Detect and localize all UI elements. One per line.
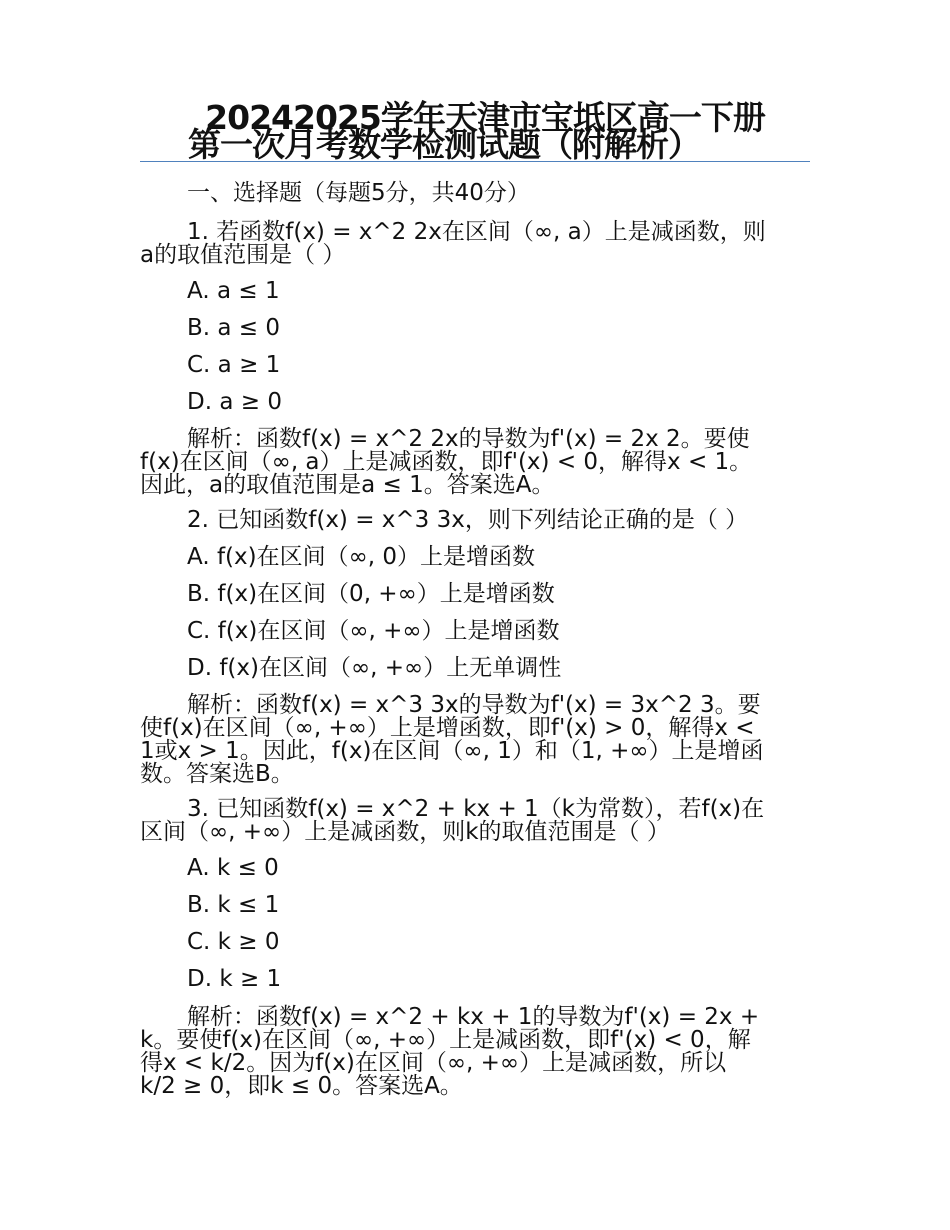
question-1-option-b: B. a ≤ 0 <box>187 315 281 341</box>
question-2-option-b: B. f(x)在区间（0, +∞）上是增函数 <box>187 581 555 607</box>
title-line-2: 第一次月考数学检测试题（附解析） <box>188 125 700 164</box>
question-2-analysis: 解析：函数f(x) = x^3 3x的导数为f'(x) = 3x^2 3。要 使f(x)在区间（∞, +∞）上是增函数，即f'(x) > 0，解得x < 1或x > 1。因此，f(x)在区间（∞, 1）和（1, +∞）上是增函 数。答案选B。 <box>140 692 764 787</box>
question-3-stem: 3. 已知函数f(x) = x^2 + kx + 1（k为常数），若f(x)在 区间（∞, +∞）上是减函数，则k的取值范围是（ ） <box>140 796 765 845</box>
question-2-option-a: A. f(x)在区间（∞, 0）上是增函数 <box>187 544 536 570</box>
question-2-option-c: C. f(x)在区间（∞, +∞）上是增函数 <box>187 618 560 644</box>
question-2-stem: 2. 已知函数f(x) = x^3 3x，则下列结论正确的是（ ） <box>187 507 749 533</box>
question-3-option-c: C. k ≥ 0 <box>187 929 280 955</box>
question-3-option-a: A. k ≤ 0 <box>187 855 279 881</box>
question-1-stem: 1. 若函数f(x) = x^2 2x在区间（∞, a）上是减函数，则 a的取值范围是（ ） <box>140 219 766 268</box>
question-1-option-c: C. a ≥ 1 <box>187 352 281 378</box>
question-2-option-d: D. f(x)在区间（∞, +∞）上无单调性 <box>187 655 562 681</box>
question-1-option-d: D. a ≥ 0 <box>187 389 282 415</box>
title-line-1: 20242025学年天津市宝坻区高一下册 <box>205 98 765 137</box>
question-3-option-b: B. k ≤ 1 <box>187 892 280 918</box>
title-underline <box>140 161 810 162</box>
section-heading: 一、选择题（每题5分，共40分） <box>187 180 530 206</box>
question-1-option-a: A. a ≤ 1 <box>187 278 280 304</box>
question-3-option-d: D. k ≥ 1 <box>187 966 282 992</box>
question-1-analysis: 解析：函数f(x) = x^2 2x的导数为f'(x) = 2x 2。要使 f(x)在区间（∞, a）上是减函数，即f'(x) < 0，解得x < 1。 因此，a的取值范围是a ≤ 1。答案选A。 <box>140 426 753 498</box>
document-title <box>140 98 810 164</box>
question-3-analysis: 解析：函数f(x) = x^2 + kx + 1的导数为f'(x) = 2x + k。要使f(x)在区间（∞, +∞）上是减函数，即f'(x) < 0，解 得x < k/2。因为f(x)在区间（∞, +∞）上是减函数，所以 k/2 ≥ 0，即k ≤ 0。答案选A。 <box>140 1004 760 1099</box>
